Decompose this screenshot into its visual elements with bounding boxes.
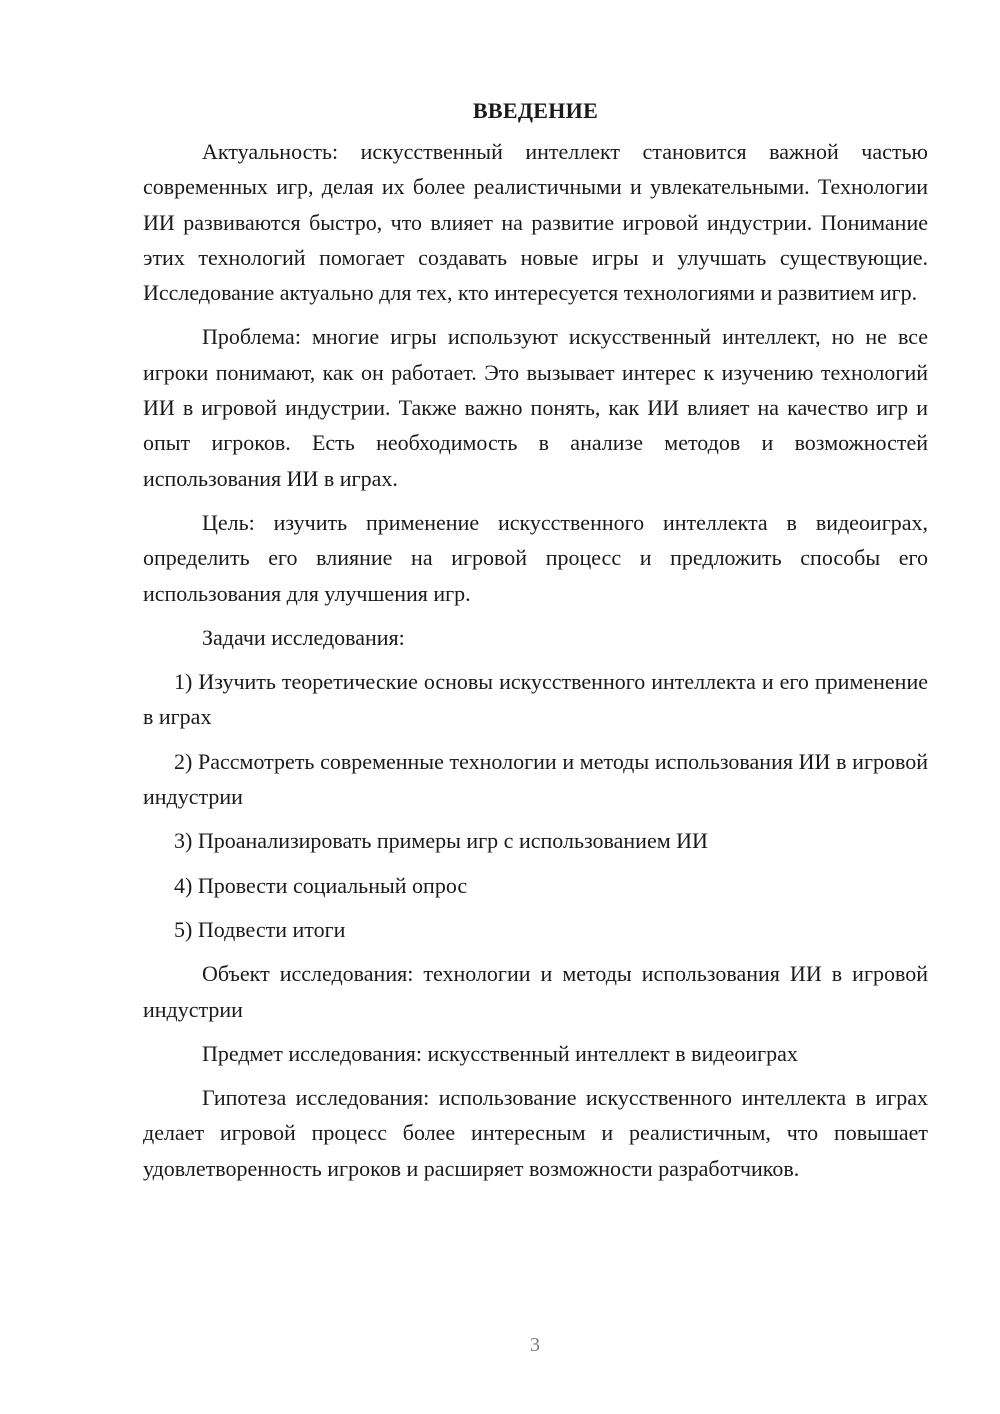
document-page [143, 96, 928, 1186]
page-title: ВВЕДЕНИЕ [472, 98, 599, 123]
goal-paragraph: Цель: изучить применение искусственного интеллекта в видеоиграх, определить его влияние на игровой процесс и предложить способы его использования для улучшения игр. [143, 509, 928, 606]
page-number: 3 [530, 1334, 540, 1356]
relevance-paragraph: Актуальность: искусственный интеллект становится важной частью современных игр, делая их более реалистичными и увлекательными. Технологии ИИ развиваются быстро, что влияет на развитие игровой индустрии. Понимание этих технологий помогает создавать новые игры и улучшать существующие. Исследование актуально для тех, кто интересуется технологиями и развитием игр. [143, 139, 928, 306]
subject-paragraph: Предмет исследования: искусственный интеллект в видеоиграх [202, 1040, 798, 1066]
hypothesis-paragraph: Гипотеза исследования: использование искусственного интеллекта в играх делает игровой процесс более интересным и реалистичным, что повышает удовлетворенность игроков и расширяет возможности разработчиков. [143, 1085, 928, 1181]
list-item: 1) Изучить теоретические основы искусственного интеллекта и его применение в играх [143, 669, 928, 730]
object-paragraph: Объект исследования: технологии и методы использования ИИ в игровой индустрии [143, 961, 928, 1022]
list-item: 4) Провести социальный опрос [174, 872, 468, 898]
tasks-title: Задачи исследования: [202, 624, 405, 650]
problem-paragraph: Проблема: многие игры используют искусственный интеллект, но не все игроки понимают, как он работает. Это вызывает интерес к изучению технологий ИИ в игровой индустрии. Также важно понять, как ИИ влияет на качество игр и опыт игроков. Есть необходимость в анализе методов и возможностей использования ИИ в играх. [143, 324, 928, 491]
list-item: 5) Подвести итоги [174, 916, 346, 942]
list-item: 2) Рассмотреть современные технологии и методы использования ИИ в игровой индустрии [143, 748, 928, 810]
list-item: 3) Проанализировать примеры игр с использованием ИИ [174, 828, 708, 854]
